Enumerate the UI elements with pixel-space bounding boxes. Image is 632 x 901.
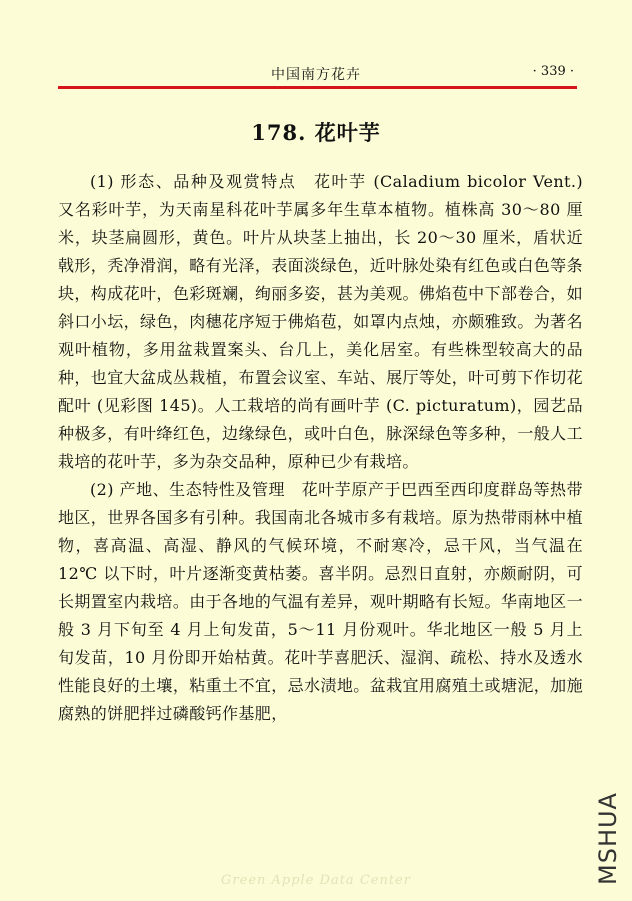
paragraph-habitat: (2) 产地、生态特性及管理 花叶芋原产于巴西至西印度群岛等热带地区，世界各国多有引种。我国南北各城市多有栽培。原为热带雨林中植物，喜高温、高湿、静风的气候环境，不耐寒冷，忌干风，当气温在 12℃ 以下时，叶片逐渐变黄枯萎。喜半阴。忌烈日直射，亦颇耐阴，可长期置室内栽培。由于各地的气温有差异，观叶期略有长短。华南地区一般 3 月下旬至 4 月上旬发苗，5～11 月份观叶。华北地区一般 5 月上旬发苗，10 月份即开始枯黄。花叶芋喜肥沃、湿润、疏松、持水及透水性能良好的土壤，粘重土不宜，忌水渍地。盆栽宜用腐殖土或塘泥，加施腐熟的饼肥拌过磷酸钙作基肥， — [58, 480, 583, 723]
page-number: · 339 · — [532, 64, 574, 79]
header-rule — [58, 86, 577, 89]
side-watermark: MSHUA — [594, 792, 622, 885]
bottom-watermark: Green Apple Data Center — [221, 873, 411, 888]
section-title: 178. 花叶芋 — [251, 120, 381, 145]
page-header — [58, 60, 574, 86]
running-title: 中国南方花卉 — [271, 67, 361, 83]
paragraph-morphology: (1) 形态、品种及观赏特点 花叶芋 (Caladium bicolor Vent.) 又名彩叶芋，为天南星科花叶芋属多年生草本植物。植株高 30～80 厘米，块茎扁圆形，黄色。叶片从块茎上抽出，长 20～30 厘米，盾状近戟形，秃净滑润，略有光泽，表面淡绿色，近叶脉处染有红色或白色等条块，构成花叶，色彩斑斓，绚丽多姿，甚为美观。佛焰苞中下部卷合，如斜口小坛，绿色，肉穗花序短于佛焰苞，如罩内点烛，亦颇雅致。为著名观叶植物，多用盆栽置案头、台几上，美化居室。有些株型较高大的品种，也宜大盆成丛栽植，布置会议室、车站、展厅等处，叶可剪下作切花配叶 (见彩图 145)。人工栽培的尚有画叶芋 (C. picturatum)，园艺品种极多，有叶绛红色，边缘绿色，或叶白色，脉深绿色等多种，一般人工栽培的花叶芋，多为杂交品种，原种已少有栽培。 — [58, 172, 583, 471]
body-text — [58, 168, 583, 728]
